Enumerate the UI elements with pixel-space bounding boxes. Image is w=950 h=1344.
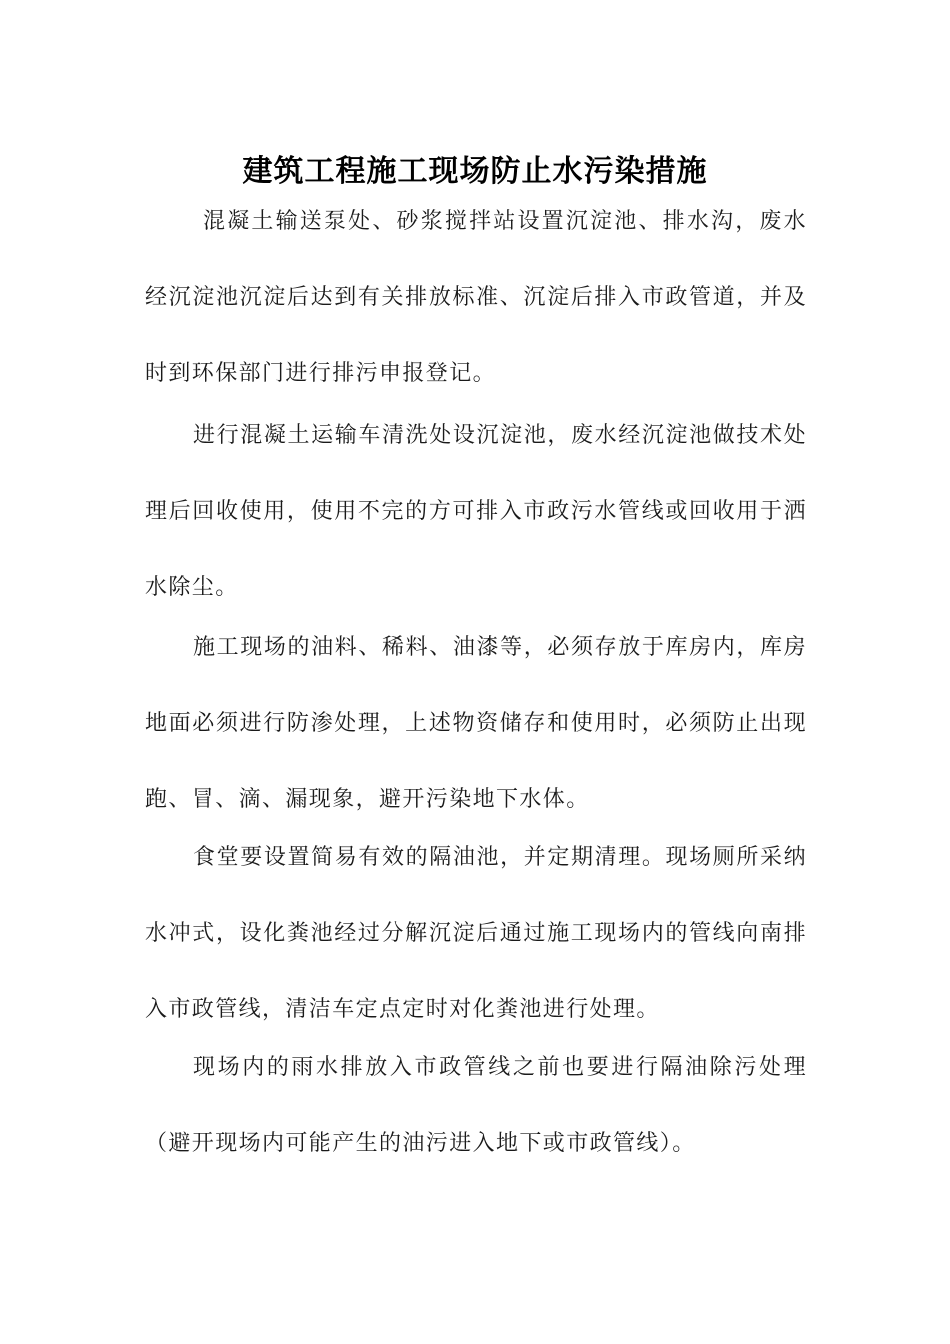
paragraph-truck-washing: 进行混凝土运输车清洗处设沉淀池，废水经沉淀池做技术处理后回收使用，使用不完的方可排入市政污水管线或回收用于洒水除尘。 (145, 423, 807, 600)
paragraph-rainwater: 现场内的雨水排放入市政管线之前也要进行隔油除污处理（避开现场内可能产生的油污进入地下或市政管线）。 (145, 1055, 807, 1156)
paragraph-sedimentation-tanks: 混凝土输送泵处、砂浆搅拌站设置沉淀池、排水沟，废水经沉淀池沉淀后达到有关排放标准、沉淀后排入市政管道，并及时到环保部门进行排污申报登记。 (145, 209, 807, 386)
paragraph-oil-storage: 施工现场的油料、稀料、油漆等，必须存放于库房内，库房地面必须进行防渗处理，上述物资储存和使用时，必须防止出现跑、冒、滴、漏现象，避开污染地下水体。 (145, 635, 807, 812)
document-title: 建筑工程施工现场防止水污染措施 (242, 154, 708, 190)
paragraph-canteen-toilets: 食堂要设置简易有效的隔油池，并定期清理。现场厕所采纳水冲式，设化粪池经过分解沉淀后通过施工现场内的管线向南排入市政管线，清洁车定点定时对化粪池进行处理。 (145, 845, 807, 1022)
